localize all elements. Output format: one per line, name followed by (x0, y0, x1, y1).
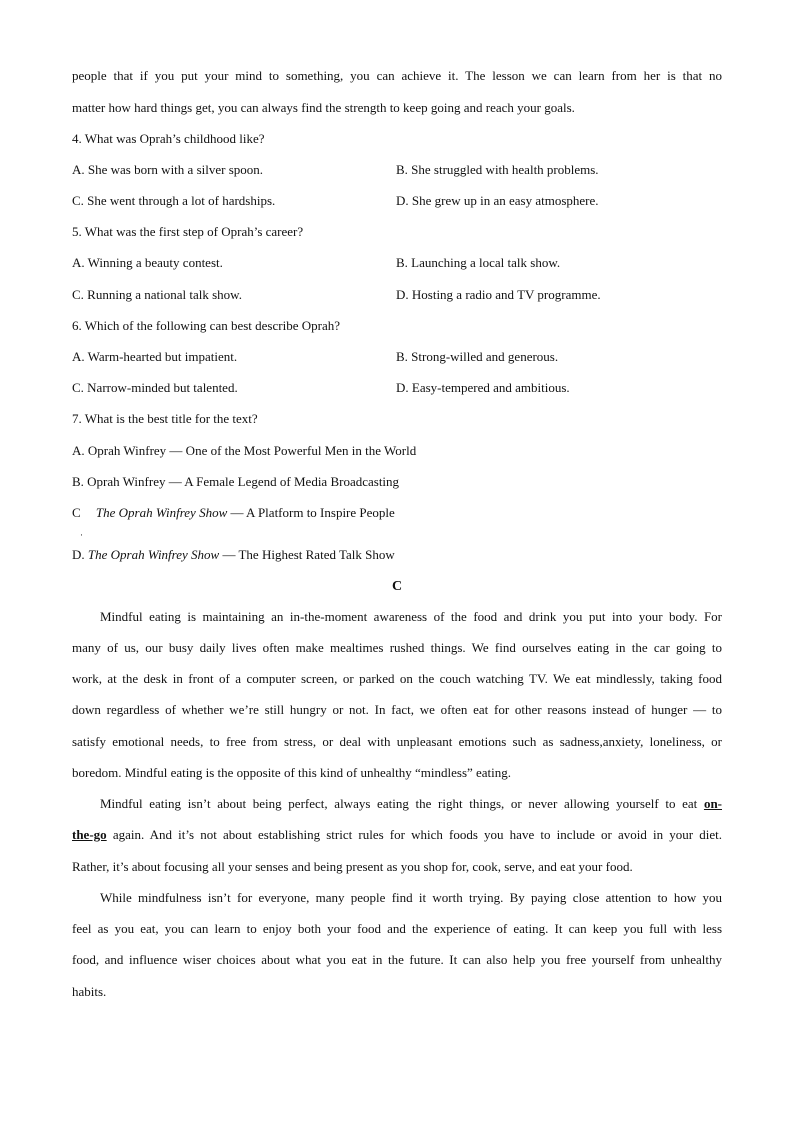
passage-c-p1-line-4: down regardless of whether we’re still hungry or not. In fact, we often eat for other reasons instead of hunger — to (72, 702, 722, 717)
passage-c-p3-line-2: feel as you eat, you can learn to enjoy both your food and the experience of eating. It can keep you full with less (72, 921, 722, 936)
question-6-option-d: D. Easy-tempered and ambitious. (396, 380, 570, 395)
option-c-title-italic: The Oprah Winfrey Show (95, 505, 228, 520)
p2-line2-text: again. And it’s not about establishing strict rules for which foods you have to include or avoid in your diet. (106, 827, 722, 842)
passage-c-p1-line-6: boredom. Mindful eating is the opposite of this kind of unhealthy “mindless” eating. (72, 765, 512, 780)
question-4-stem: 4. What was Oprah’s childhood like? (72, 131, 265, 146)
question-7-option-a: A. Oprah Winfrey — One of the Most Powerful Men in the World (72, 443, 417, 458)
question-4-option-a: A. She was born with a silver spoon. (72, 162, 264, 177)
passage-c-p2-line-2 (72, 827, 722, 843)
question-4-option-c: C. She went through a lot of hardships. (72, 193, 276, 208)
passage-c-p3-line-1: While mindfulness isn’t for everyone, many people find it worth trying. By paying close attention to how you (100, 890, 722, 905)
question-6-stem: 6. Which of the following can best describe Oprah? (72, 318, 340, 333)
passage-c-p2-line-1 (72, 796, 722, 812)
passage-b-line-1: people that if you put your mind to something, you can achieve it. The lesson we can learn from her is that no (72, 68, 722, 83)
question-7-stem: 7. What is the best title for the text? (72, 411, 258, 426)
passage-c-p1-line-3: work, at the desk in front of a computer screen, or parked on the couch watching TV. We eat mindlessly, taking food (72, 671, 722, 686)
question-5-option-a: A. Winning a beauty contest. (72, 255, 223, 270)
passage-c-heading: C (391, 579, 403, 594)
question-7-option-d (72, 547, 395, 563)
option-d-title-rest: — The Highest Rated Talk Show (219, 547, 395, 562)
question-5-stem: 5. What was the first step of Oprah’s career? (72, 224, 304, 239)
question-7-option-b: B. Oprah Winfrey — A Female Legend of Media Broadcasting (72, 474, 400, 489)
passage-c-p1-line-5: satisfy emotional needs, to free from stress, or deal with unpleasant emotions such as sadness,anxiety, loneliness, or (72, 734, 722, 749)
stray-dot-mark: · (80, 530, 83, 540)
question-6-option-c: C. Narrow-minded but talented. (72, 380, 238, 395)
passage-c-p1-line-1: Mindful eating is maintaining an in-the-moment awareness of the food and drink you put into your body. For (100, 609, 722, 624)
option-d-letter: D. (72, 547, 88, 562)
passage-c-p3-line-3: food, and influence wiser choices about what you eat in the future. It can also help you free yourself from unhealthy (72, 952, 722, 967)
question-5-option-d: D. Hosting a radio and TV programme. (396, 287, 601, 302)
underlined-on-the-go-part2: the-go (72, 827, 107, 842)
question-4-option-d: D. She grew up in an easy atmosphere. (396, 193, 599, 208)
passage-c-p2-line-3: Rather, it’s about focusing all your senses and being present as you shop for, cook, serve, and eat your food. (72, 859, 633, 874)
question-6-option-a: A. Warm-hearted but impatient. (72, 349, 238, 364)
option-d-title-italic: The Oprah Winfrey Show (87, 547, 220, 562)
option-c-letter: C (72, 505, 81, 520)
passage-c-p1-line-2: many of us, our busy daily lives often make mealtimes rushed things. We find ourselves eating in the car going to (72, 640, 722, 655)
underlined-on-the-go-part1: on- (703, 796, 722, 811)
question-6-option-b: B. Strong-willed and generous. (396, 349, 559, 364)
p2-line1-text: Mindful eating isn’t about being perfect, always eating the right things, or never allowing yourself to eat (100, 796, 704, 811)
question-5-option-b: B. Launching a local talk show. (396, 255, 561, 270)
question-4-option-b: B. She struggled with health problems. (396, 162, 599, 177)
question-5-option-c: C. Running a national talk show. (72, 287, 242, 302)
passage-b-line-2: matter how hard things get, you can always find the strength to keep going and reach your goals. (72, 100, 575, 115)
question-7-option-c (72, 505, 395, 521)
passage-c-p3-line-4: habits. (72, 984, 107, 999)
option-c-title-rest: — A Platform to Inspire People (227, 505, 395, 520)
